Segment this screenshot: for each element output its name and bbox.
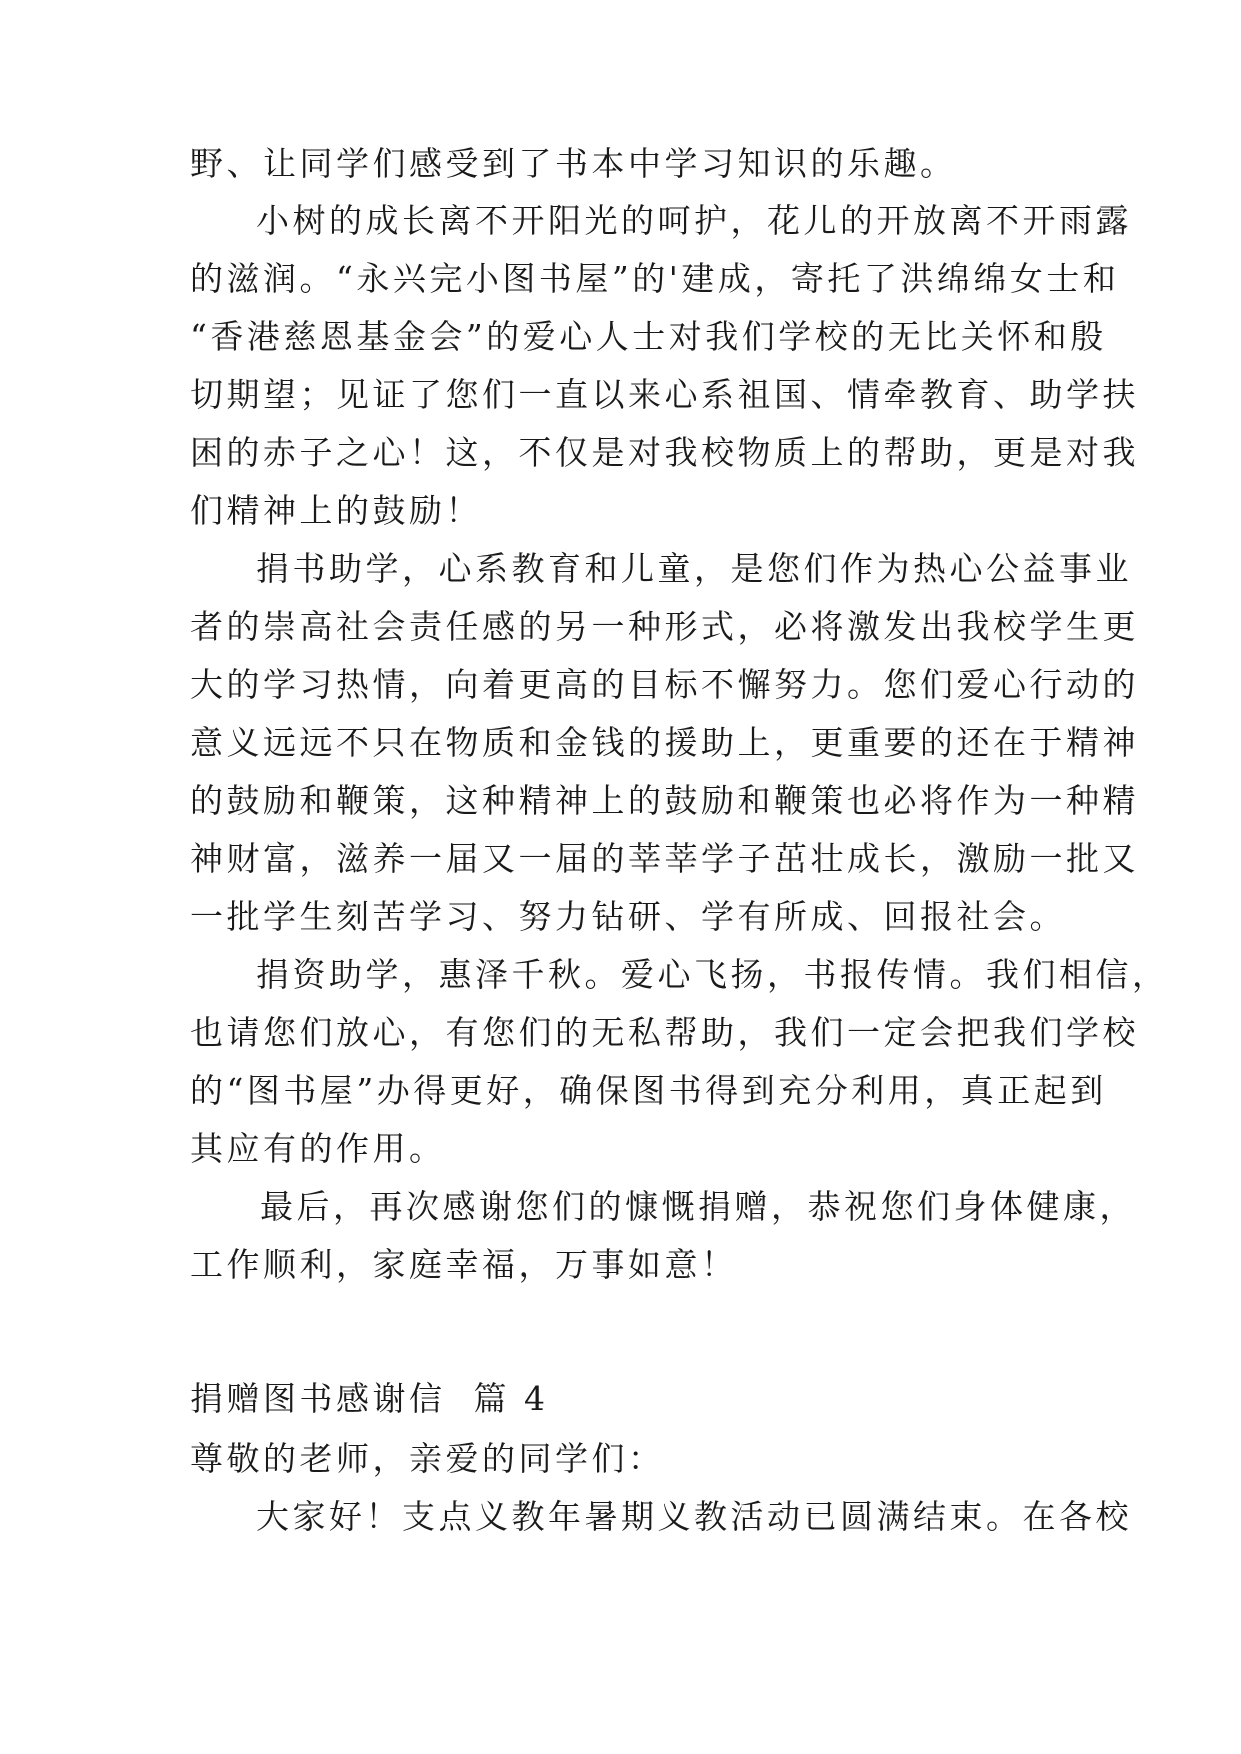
text-line: 大家好！支点义教年暑期义教活动已圆满结束。在各校	[256, 1497, 1132, 1536]
text-line: 大的学习热情，向着更高的目标不懈努力。您们爱心行动的	[190, 665, 1139, 704]
text-line: 一批学生刻苦学习、努力钻研、学有所成、回报社会。	[190, 897, 1066, 936]
text-line: 的鼓励和鞭策，这种精神上的鼓励和鞭策也必将作为一种精	[190, 781, 1139, 820]
paragraph-opening	[190, 1488, 1132, 1546]
salutation	[190, 1430, 1070, 1488]
paragraph-closing	[190, 1178, 1136, 1294]
section-title-text: 捐赠图书感谢信 篇 4	[190, 1379, 549, 1418]
text-line: 也请您们放心，有您们的无私帮助，我们一定会把我们学校	[190, 1013, 1139, 1052]
paragraph-gratitude	[190, 192, 1139, 540]
text-line: “香港慈恩基金会”的爱心人士对我们学校的无比关怀和殷	[190, 317, 1107, 356]
text-line: 最后，再次感谢您们的慷慨捐赠，恭祝您们身体健康，	[260, 1187, 1136, 1226]
text-line: 困的赤子之心！这，不仅是对我校物质上的帮助，更是对我	[190, 433, 1139, 472]
text-line: 其应有的作用。	[190, 1129, 446, 1168]
text-line: 神财富，滋养一届又一届的莘莘学子茁壮成长，激励一批又	[190, 839, 1139, 878]
salutation-text: 尊敬的老师，亲爱的同学们：	[190, 1439, 665, 1478]
text-line: 捐资助学，惠泽千秋。爱心飞扬，书报传情。我们相信，	[256, 955, 1169, 994]
text-line: 捐书助学，心系教育和儿童，是您们作为热心公益事业	[256, 549, 1132, 588]
paragraph-promise	[190, 946, 1169, 1178]
text-line: 的滋润。“永兴完小图书屋”的'建成，寄托了洪绵绵女士和	[190, 259, 1120, 298]
text-line: 者的崇高社会责任感的另一种形式，必将激发出我校学生更	[190, 607, 1139, 646]
text-line: 们精神上的鼓励！	[190, 491, 482, 530]
text-line: 小树的成长离不开阳光的呵护，花儿的开放离不开雨露	[256, 201, 1132, 240]
text-line: 意义远远不只在物质和金钱的援助上，更重要的还在于精神	[190, 723, 1139, 762]
text-line: 工作顺利，家庭幸福，万事如意！	[190, 1245, 738, 1284]
section-title	[190, 1370, 1070, 1428]
paragraph-continuation	[190, 135, 1070, 193]
text-line: 的“图书屋”办得更好，确保图书得到充分利用，真正起到	[190, 1071, 1107, 1110]
text-line: 切期望；见证了您们一直以来心系祖国、情牵教育、助学扶	[190, 375, 1139, 414]
paragraph-book-donation	[190, 540, 1139, 946]
text-line: 野、让同学们感受到了书本中学习知识的乐趣。	[190, 144, 957, 183]
